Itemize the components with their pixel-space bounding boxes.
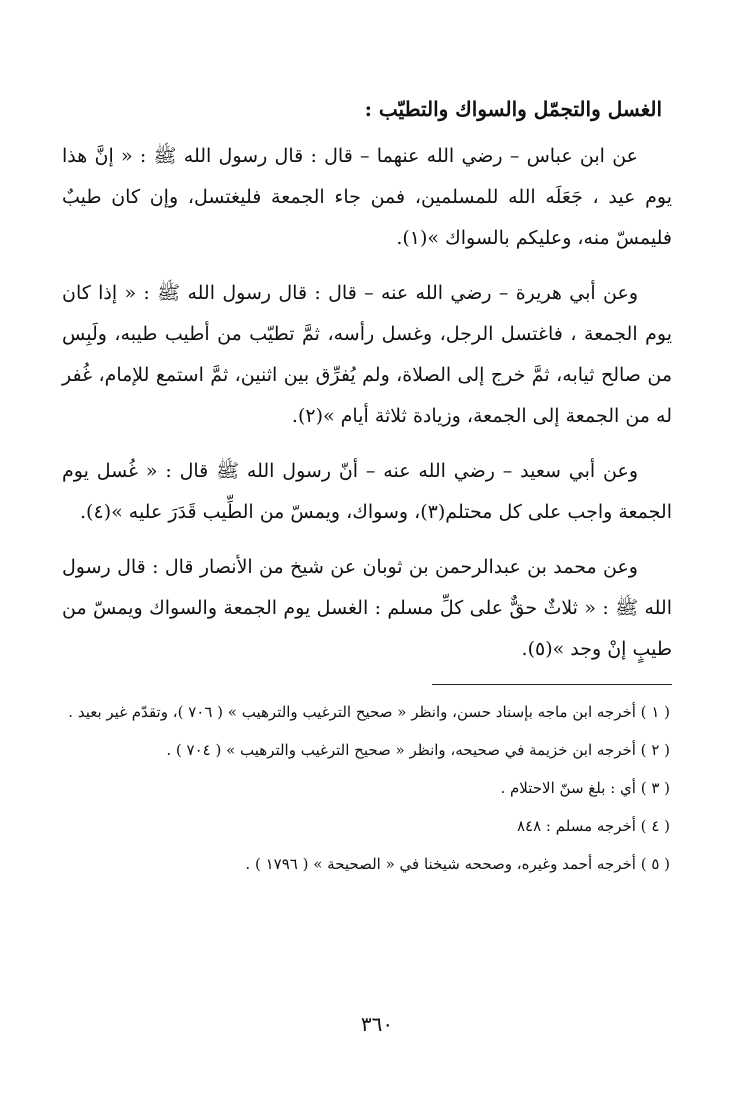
footnote-5: ( ٥ ) أخرجه أحمد وغيره، وصححه شيخنا في « الصحيحة » ( ١٧٩٦ ) . [245,855,670,873]
page-body [62,92,672,889]
footnote-1: ( ١ ) أخرجه ابن ماجه بإسناد حسن، وانظر « صحيح الترغيب والترهيب » ( ٧٠٦ )، وتقدّم غير بعيد . [68,703,670,721]
hadith-paragraph-2: وعن أبي هريرة – رضي الله عنه – قال : قال رسول الله ﷺ : « إذا كان يوم الجمعة ، فاغتسل الرجل، وغسل رأسه، ثمَّ تطيّب من أطيب طيبه، ولَبِس من صالح ثيابه، ثمَّ خرج إلى الصلاة، ولم يُفرِّق بين اثنين، ثمَّ استمع للإمام، غُفر له من الجمعة إلى الجمعة، وزيادة ثلاثة أيام »(٢). [62,282,672,427]
page-number: ٣٦٠ [360,1012,394,1036]
footnote-divider [432,684,672,685]
hadith-paragraph-3: وعن أبي سعيد – رضي الله عنه – أنّ رسول الله ﷺ قال : « غُسل يوم الجمعة واجب على كل محتلم(٣)، وسواك، ويمسّ من الطِّيب قَدَرَ عليه »(٤). [62,460,672,523]
hadith-paragraph-4: وعن محمد بن عبدالرحمن بن ثوبان عن شيخ من الأنصار قال : قال رسول الله ﷺ : « ثلاثٌ حقٌّ على كلِّ مسلم : الغسل يوم الجمعة والسواك ويمسّ من طيبٍ إنْ وجد »(٥). [62,556,672,660]
footnote-4: ( ٤ ) أخرجه مسلم : ٨٤٨ [516,817,670,835]
footnote-2: ( ٢ ) أخرجه ابن خزيمة في صحيحه، وانظر « صحيح الترغيب والترهيب » ( ٧٠٤ ) . [166,741,670,759]
section-heading: الغسل والتجمّل والسواك والتطيّب : [364,97,662,121]
hadith-paragraph-1: عن ابن عباس – رضي الله عنهما – قال : قال رسول الله ﷺ : « إنَّ هذا يوم عيد ، جَعَلَه الله للمسلمين، فمن جاء الجمعة فليغتسل، وإن كان طيبٌ فليمسّ منه، وعليكم بالسواك »(١). [62,145,672,249]
footnote-3: ( ٣ ) أي : بلغ سنّ الاحتلام . [500,779,670,797]
